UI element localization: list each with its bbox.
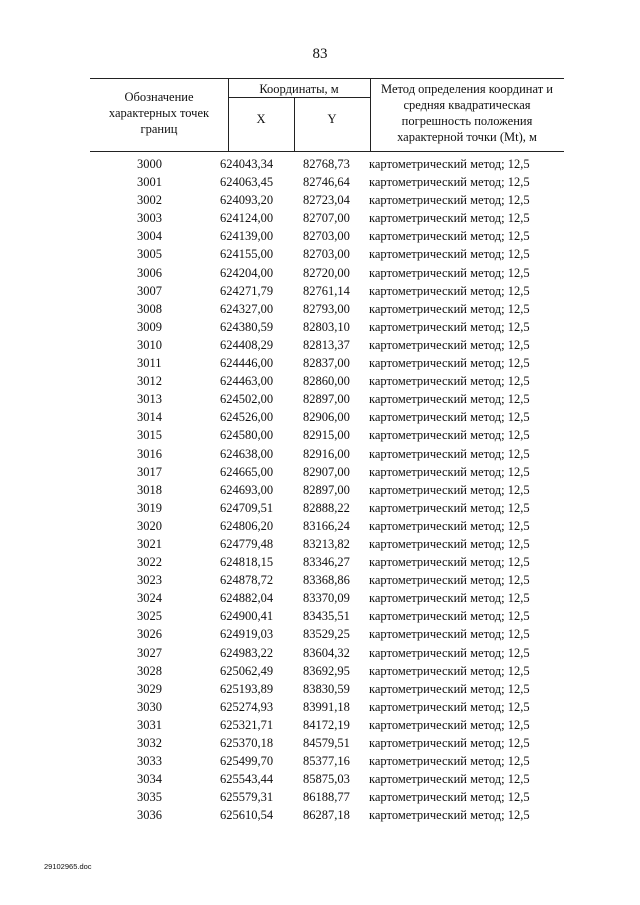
method-cell: картометрический метод; 12,5 — [369, 193, 530, 208]
table-row — [0, 408, 640, 426]
point-cell: 3015 — [137, 428, 162, 443]
point-cell: 3005 — [137, 247, 162, 262]
y-cell: 86287,18 — [303, 808, 350, 823]
method-cell: картометрический метод; 12,5 — [369, 808, 530, 823]
table-body — [0, 155, 640, 824]
table-row — [0, 607, 640, 625]
y-cell: 82703,00 — [303, 247, 350, 262]
y-cell: 82860,00 — [303, 374, 350, 389]
method-cell: картометрический метод; 12,5 — [369, 374, 530, 389]
y-cell: 83991,18 — [303, 699, 350, 714]
y-cell: 82720,00 — [303, 265, 350, 280]
y-cell: 83435,51 — [303, 609, 350, 624]
y-cell: 83604,32 — [303, 645, 350, 660]
method-cell: картометрический метод; 12,5 — [369, 301, 530, 316]
x-cell: 624380,59 — [220, 319, 274, 334]
point-cell: 3013 — [137, 392, 162, 407]
y-cell: 82703,00 — [303, 229, 350, 244]
method-cell: картометрический метод; 12,5 — [369, 392, 530, 407]
x-cell: 625274,93 — [220, 699, 274, 714]
point-cell: 3032 — [137, 736, 162, 750]
x-cell: 624526,00 — [220, 410, 274, 425]
y-cell: 82907,00 — [303, 464, 350, 479]
table-row — [0, 354, 640, 372]
method-cell: картометрический метод; 12,5 — [369, 319, 530, 334]
table-row — [0, 463, 640, 481]
method-cell: картометрический метод; 12,5 — [369, 157, 530, 171]
point-cell: 3016 — [137, 446, 162, 461]
method-cell: картометрический метод; 12,5 — [369, 736, 530, 750]
x-cell: 624446,00 — [220, 356, 274, 371]
point-cell: 3035 — [137, 790, 162, 805]
x-cell: 624779,48 — [220, 536, 274, 551]
point-cell: 3012 — [137, 374, 162, 389]
y-cell: 82707,00 — [303, 211, 350, 226]
footer-filename: 29102965.doc — [44, 862, 92, 871]
table-row — [0, 716, 640, 734]
point-cell: 3033 — [137, 754, 162, 769]
table-row — [0, 264, 640, 282]
x-cell: 624155,00 — [220, 247, 274, 262]
method-cell: картометрический метод; 12,5 — [369, 663, 530, 678]
point-cell: 3019 — [137, 500, 162, 515]
x-cell: 624919,03 — [220, 627, 274, 642]
table-row — [0, 535, 640, 553]
point-cell: 3031 — [137, 717, 162, 732]
table-row — [0, 517, 640, 535]
y-cell: 82837,00 — [303, 356, 350, 371]
y-cell: 82897,00 — [303, 392, 350, 407]
table-row — [0, 155, 640, 173]
point-cell: 3010 — [137, 337, 162, 352]
x-cell: 624693,00 — [220, 482, 274, 497]
x-cell: 624043,34 — [220, 157, 274, 171]
y-cell: 82897,00 — [303, 482, 350, 497]
x-cell: 625321,71 — [220, 717, 274, 732]
table-row — [0, 300, 640, 318]
x-cell: 624882,04 — [220, 591, 274, 606]
point-cell: 3036 — [137, 808, 162, 823]
point-cell: 3027 — [137, 645, 162, 660]
y-cell: 82803,10 — [303, 319, 350, 334]
method-cell: картометрический метод; 12,5 — [369, 211, 530, 226]
method-cell: картометрический метод; 12,5 — [369, 609, 530, 624]
method-cell: картометрический метод; 12,5 — [369, 356, 530, 371]
method-cell: картометрический метод; 12,5 — [369, 229, 530, 244]
y-cell: 82916,00 — [303, 446, 350, 461]
method-cell: картометрический метод; 12,5 — [369, 247, 530, 262]
y-cell: 83370,09 — [303, 591, 350, 606]
x-cell: 624204,00 — [220, 265, 274, 280]
x-cell: 624900,41 — [220, 609, 274, 624]
point-cell: 3034 — [137, 772, 162, 787]
table-row — [0, 553, 640, 571]
point-cell: 3006 — [137, 265, 162, 280]
point-cell: 3017 — [137, 464, 162, 479]
method-cell: картометрический метод; 12,5 — [369, 591, 530, 606]
point-cell: 3030 — [137, 699, 162, 714]
y-cell: 82761,14 — [303, 283, 350, 298]
method-cell: картометрический метод; 12,5 — [369, 428, 530, 443]
header-y: Y — [327, 112, 337, 126]
method-cell: картометрический метод; 12,5 — [369, 337, 530, 352]
table-row — [0, 806, 640, 824]
point-cell: 3025 — [137, 609, 162, 624]
x-cell: 625193,89 — [220, 681, 274, 696]
page-number: 83 — [312, 46, 328, 62]
x-cell: 625610,54 — [220, 808, 274, 823]
y-cell: 83529,25 — [303, 627, 350, 642]
point-cell: 3022 — [137, 555, 162, 570]
x-cell: 624983,22 — [220, 645, 274, 660]
point-cell: 3021 — [137, 536, 162, 551]
y-cell: 82768,73 — [303, 157, 350, 171]
x-cell: 624327,00 — [220, 301, 274, 316]
point-cell: 3003 — [137, 211, 162, 226]
y-cell: 83692,95 — [303, 663, 350, 678]
x-cell: 625370,18 — [220, 736, 274, 750]
y-cell: 82915,00 — [303, 428, 350, 443]
method-cell: картометрический метод; 12,5 — [369, 500, 530, 515]
point-cell: 3001 — [137, 175, 162, 190]
x-cell: 624665,00 — [220, 464, 274, 479]
method-cell: картометрический метод; 12,5 — [369, 627, 530, 642]
point-cell: 3000 — [137, 157, 162, 171]
method-cell: картометрический метод; 12,5 — [369, 536, 530, 551]
table-row — [0, 788, 640, 806]
table-row — [0, 390, 640, 408]
table-row — [0, 426, 640, 444]
method-cell: картометрический метод; 12,5 — [369, 645, 530, 660]
x-cell: 624124,00 — [220, 211, 274, 226]
point-cell: 3023 — [137, 573, 162, 588]
point-cell: 3018 — [137, 482, 162, 497]
y-cell: 83346,27 — [303, 555, 350, 570]
method-cell: картометрический метод; 12,5 — [369, 699, 530, 714]
x-cell: 625499,70 — [220, 754, 274, 769]
method-cell: картометрический метод; 12,5 — [369, 790, 530, 805]
x-cell: 624878,72 — [220, 573, 274, 588]
point-cell: 3007 — [137, 283, 162, 298]
point-cell: 3011 — [137, 356, 162, 371]
y-cell: 83166,24 — [303, 518, 350, 533]
method-cell: картометрический метод; 12,5 — [369, 464, 530, 479]
point-cell: 3024 — [137, 591, 162, 606]
method-cell: картометрический метод; 12,5 — [369, 717, 530, 732]
method-cell: картометрический метод; 12,5 — [369, 573, 530, 588]
table-row — [0, 282, 640, 300]
point-cell: 3002 — [137, 193, 162, 208]
table-row — [0, 625, 640, 643]
table-header — [90, 78, 564, 152]
y-cell: 82888,22 — [303, 500, 350, 515]
method-cell: картометрический метод; 12,5 — [369, 283, 530, 298]
point-cell: 3020 — [137, 518, 162, 533]
x-cell: 624709,51 — [220, 500, 274, 515]
table-row — [0, 662, 640, 680]
table-row — [0, 698, 640, 716]
x-cell: 624580,00 — [220, 428, 274, 443]
method-cell: картометрический метод; 12,5 — [369, 482, 530, 497]
point-cell: 3004 — [137, 229, 162, 244]
header-coordinates: Координаты, м — [259, 82, 339, 96]
y-cell: 86188,77 — [303, 790, 350, 805]
y-cell: 82793,00 — [303, 301, 350, 316]
method-cell: картометрический метод; 12,5 — [369, 265, 530, 280]
table-row — [0, 173, 640, 191]
table-row — [0, 445, 640, 463]
point-cell: 3029 — [137, 681, 162, 696]
point-cell: 3028 — [137, 663, 162, 678]
x-cell: 624139,00 — [220, 229, 274, 244]
table-row — [0, 571, 640, 589]
header-designation: Обозначение характерных точек границ — [108, 90, 210, 136]
table-row — [0, 191, 640, 209]
header-method: Метод определения координат и средняя квадратическая погрешность положения характерной точки (Mt), м — [381, 82, 553, 144]
y-cell: 84579,51 — [303, 736, 350, 750]
method-cell: картометрический метод; 12,5 — [369, 518, 530, 533]
x-cell: 624408,29 — [220, 337, 274, 352]
point-cell: 3014 — [137, 410, 162, 425]
table-row — [0, 644, 640, 662]
table-row — [0, 481, 640, 499]
table-row — [0, 734, 640, 752]
header-coordinates-underline — [228, 97, 370, 98]
x-cell: 625579,31 — [220, 790, 274, 805]
x-cell: 624638,00 — [220, 446, 274, 461]
x-cell: 624818,15 — [220, 555, 274, 570]
table-row — [0, 589, 640, 607]
table-row — [0, 752, 640, 770]
method-cell: картометрический метод; 12,5 — [369, 681, 530, 696]
x-cell: 625062,49 — [220, 663, 274, 678]
x-cell: 624502,00 — [220, 392, 274, 407]
x-cell: 625543,44 — [220, 772, 274, 787]
method-cell: картометрический метод; 12,5 — [369, 555, 530, 570]
method-cell: картометрический метод; 12,5 — [369, 772, 530, 787]
table-row — [0, 227, 640, 245]
y-cell: 85377,16 — [303, 754, 350, 769]
y-cell: 82746,64 — [303, 175, 350, 190]
point-cell: 3009 — [137, 319, 162, 334]
point-cell: 3008 — [137, 301, 162, 316]
y-cell: 82813,37 — [303, 337, 350, 352]
y-cell: 82723,04 — [303, 193, 350, 208]
header-x: X — [256, 112, 266, 126]
x-cell: 624063,45 — [220, 175, 274, 190]
y-cell: 83368,86 — [303, 573, 350, 588]
table-row — [0, 499, 640, 517]
x-cell: 624271,79 — [220, 283, 274, 298]
table-row — [0, 245, 640, 263]
y-cell: 82906,00 — [303, 410, 350, 425]
table-row — [0, 770, 640, 788]
y-cell: 83830,59 — [303, 681, 350, 696]
table-row — [0, 318, 640, 336]
x-cell: 624463,00 — [220, 374, 274, 389]
y-cell: 84172,19 — [303, 717, 350, 732]
method-cell: картометрический метод; 12,5 — [369, 175, 530, 190]
method-cell: картометрический метод; 12,5 — [369, 410, 530, 425]
table-row — [0, 209, 640, 227]
method-cell: картометрический метод; 12,5 — [369, 754, 530, 769]
method-cell: картометрический метод; 12,5 — [369, 446, 530, 461]
x-cell: 624806,20 — [220, 518, 274, 533]
point-cell: 3026 — [137, 627, 162, 642]
table-row — [0, 680, 640, 698]
table-row — [0, 372, 640, 390]
y-cell: 85875,03 — [303, 772, 350, 787]
x-cell: 624093,20 — [220, 193, 274, 208]
y-cell: 83213,82 — [303, 536, 350, 551]
table-row — [0, 336, 640, 354]
